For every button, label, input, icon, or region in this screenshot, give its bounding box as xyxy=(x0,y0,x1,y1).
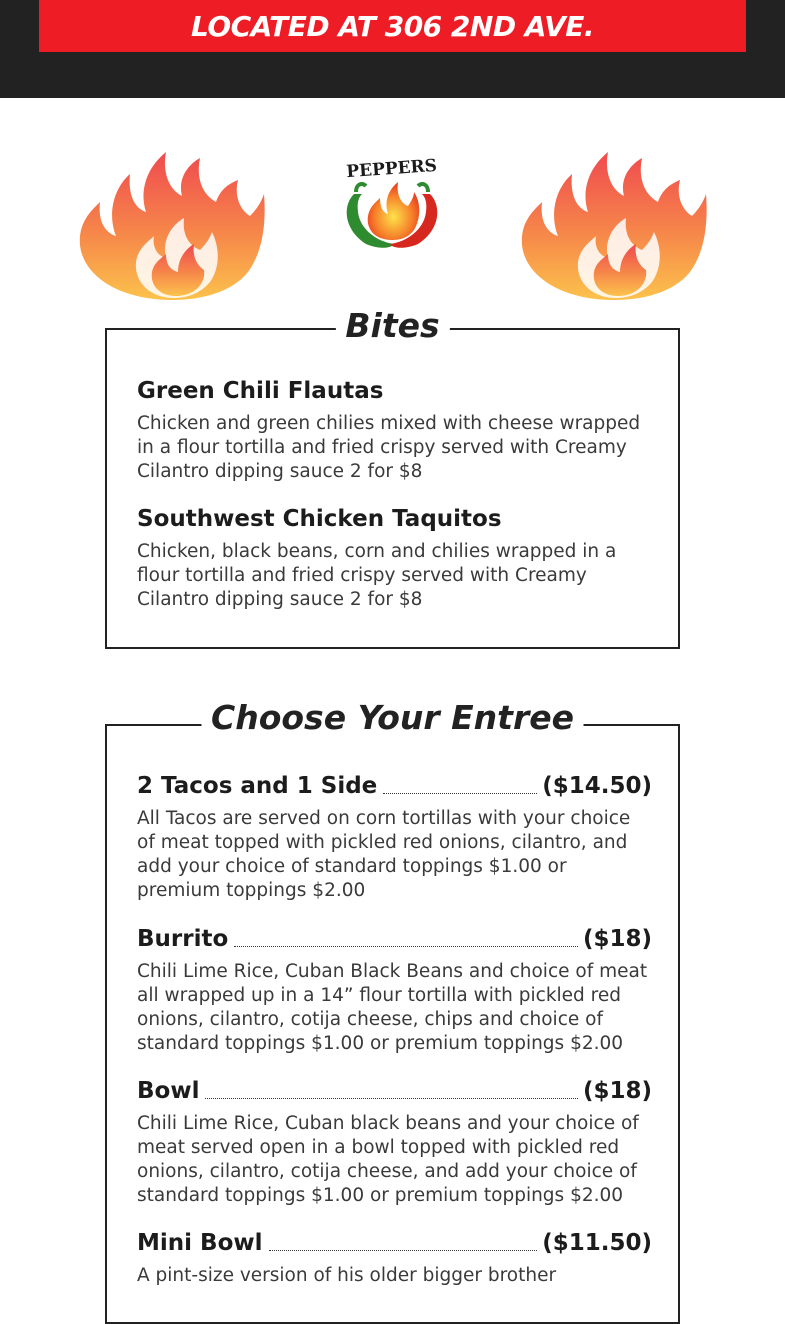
dot-leader xyxy=(234,945,578,947)
item-name: Burrito xyxy=(137,926,229,952)
item-name: Bowl xyxy=(137,1078,200,1104)
bites-title: Bites xyxy=(335,309,449,342)
item-price: ($11.50) xyxy=(542,1230,652,1256)
item-description: A pint-size version of his older bigger brother xyxy=(137,1265,557,1286)
menu-item xyxy=(137,377,652,484)
item-description: All Tacos are served on corn tortillas with your choice of meat topped with pickled red onions, cilantro, and add your choice of standard toppings $1.00 or premium toppings $2.00 xyxy=(137,808,631,901)
dot-leader xyxy=(383,792,537,794)
item-name: Southwest Chicken Taquitos xyxy=(137,506,502,532)
item-price: ($18) xyxy=(582,1078,652,1104)
item-description: Chicken, black beans, corn and chilies wrapped in a flour tortilla and fried crispy served with Creamy Cilantro dipping sauce 2 for $8 xyxy=(137,541,617,610)
item-description: Chicken and green chilies mixed with cheese wrapped in a flour tortilla and fried crispy served with Creamy Cilantro dipping sauce 2 for $8 xyxy=(137,413,641,482)
menu-item xyxy=(137,1077,652,1208)
menu-item xyxy=(137,925,652,1056)
location-text: LOCATED AT 306 2ND AVE. xyxy=(190,9,595,43)
item-name: Green Chili Flautas xyxy=(137,378,384,404)
flame-left-icon xyxy=(78,150,266,302)
menu-item xyxy=(137,772,652,903)
peppers-logo xyxy=(332,154,452,248)
menu-item xyxy=(137,1229,652,1288)
dot-leader xyxy=(269,1249,538,1251)
menu-item xyxy=(137,505,652,612)
entree-section xyxy=(105,698,680,1324)
item-name: 2 Tacos and 1 Side xyxy=(137,773,378,799)
dot-leader xyxy=(205,1097,577,1099)
item-header xyxy=(137,1229,652,1257)
item-name: Mini Bowl xyxy=(137,1230,263,1256)
entree-title: Choose Your Entree xyxy=(201,701,584,734)
flame-right-icon xyxy=(520,150,708,302)
location-banner xyxy=(39,0,746,52)
item-header xyxy=(137,925,652,953)
item-price: ($14.50) xyxy=(542,773,652,799)
bites-section xyxy=(105,306,680,649)
item-header xyxy=(137,1077,652,1105)
item-header xyxy=(137,772,652,800)
item-description: Chili Lime Rice, Cuban Black Beans and choice of meat all wrapped up in a 14” flour tortilla with pickled red onions, cilantro, cotija cheese, chips and choice of standard toppings $1.00 or premium toppings $2.00 xyxy=(137,961,648,1054)
item-description: Chili Lime Rice, Cuban black beans and your choice of meat served open in a bowl topped with pickled red onions, cilantro, cotija cheese, and add your choice of standard toppings $1.00 or premium toppings $2.00 xyxy=(137,1113,639,1206)
logo-text: PEPPERS xyxy=(345,155,438,183)
top-bar xyxy=(0,0,785,98)
item-price: ($18) xyxy=(582,926,652,952)
